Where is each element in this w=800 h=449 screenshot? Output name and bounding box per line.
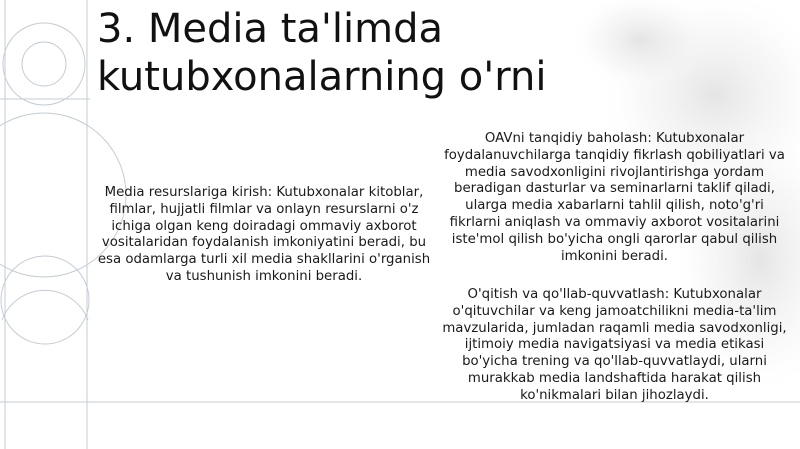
arc-bottom [2, 290, 88, 320]
paragraph-training-support: O'qitish va qo'llab-quvvatlash: Kutubxonalar o'qituvchilar va keng jamoatchilikni media-ta'lim mavzularida, jumladan raqamli media savodxonligi, ijtimoiy media navigatsiyasi va media etikasi bo'yicha trening va qo'llab-quvvatlaydi, ularni murakkab media landshaftida harakat qilish ko'nikmalari bilan jihozlaydi. [442, 287, 787, 403]
paragraph-media-access: Media resurslariga kirish: Kutubxonalar kitoblar, filmlar, hujjatli filmlar va onlayn resurslarni o'z ichiga olgan keng doiradagi ommaviy axborot vositalaridan foydalanish imkoniyatini beradi, bu esa odamlarga turli xil media shakllarini o'rganish va tushunish imkonini beradi. [97, 185, 431, 284]
slide-title: 3. Media ta'limda kutubxonalarning o'rni [97, 6, 547, 100]
circle-top-large [3, 23, 85, 105]
circle-bottom [1, 256, 89, 344]
paragraph-critical-evaluation: OAVni tanqidiy baholash: Kutubxonalar foydalanuvchilarga tanqidiy fikrlash qobiliyatlari va media savodxonligini rivojlantirishga yordam beradigan dasturlar va seminarlarni taklif qiladi, ularga media xabarlarni tahlil qilish, noto'g'ri fikrlarni aniqlash va ommaviy axborot vositalarini iste'mol qilish bo'yicha ongli qarorlar qabul qilish imkonini beradi. [444, 131, 785, 264]
circle-top-small [22, 42, 66, 86]
